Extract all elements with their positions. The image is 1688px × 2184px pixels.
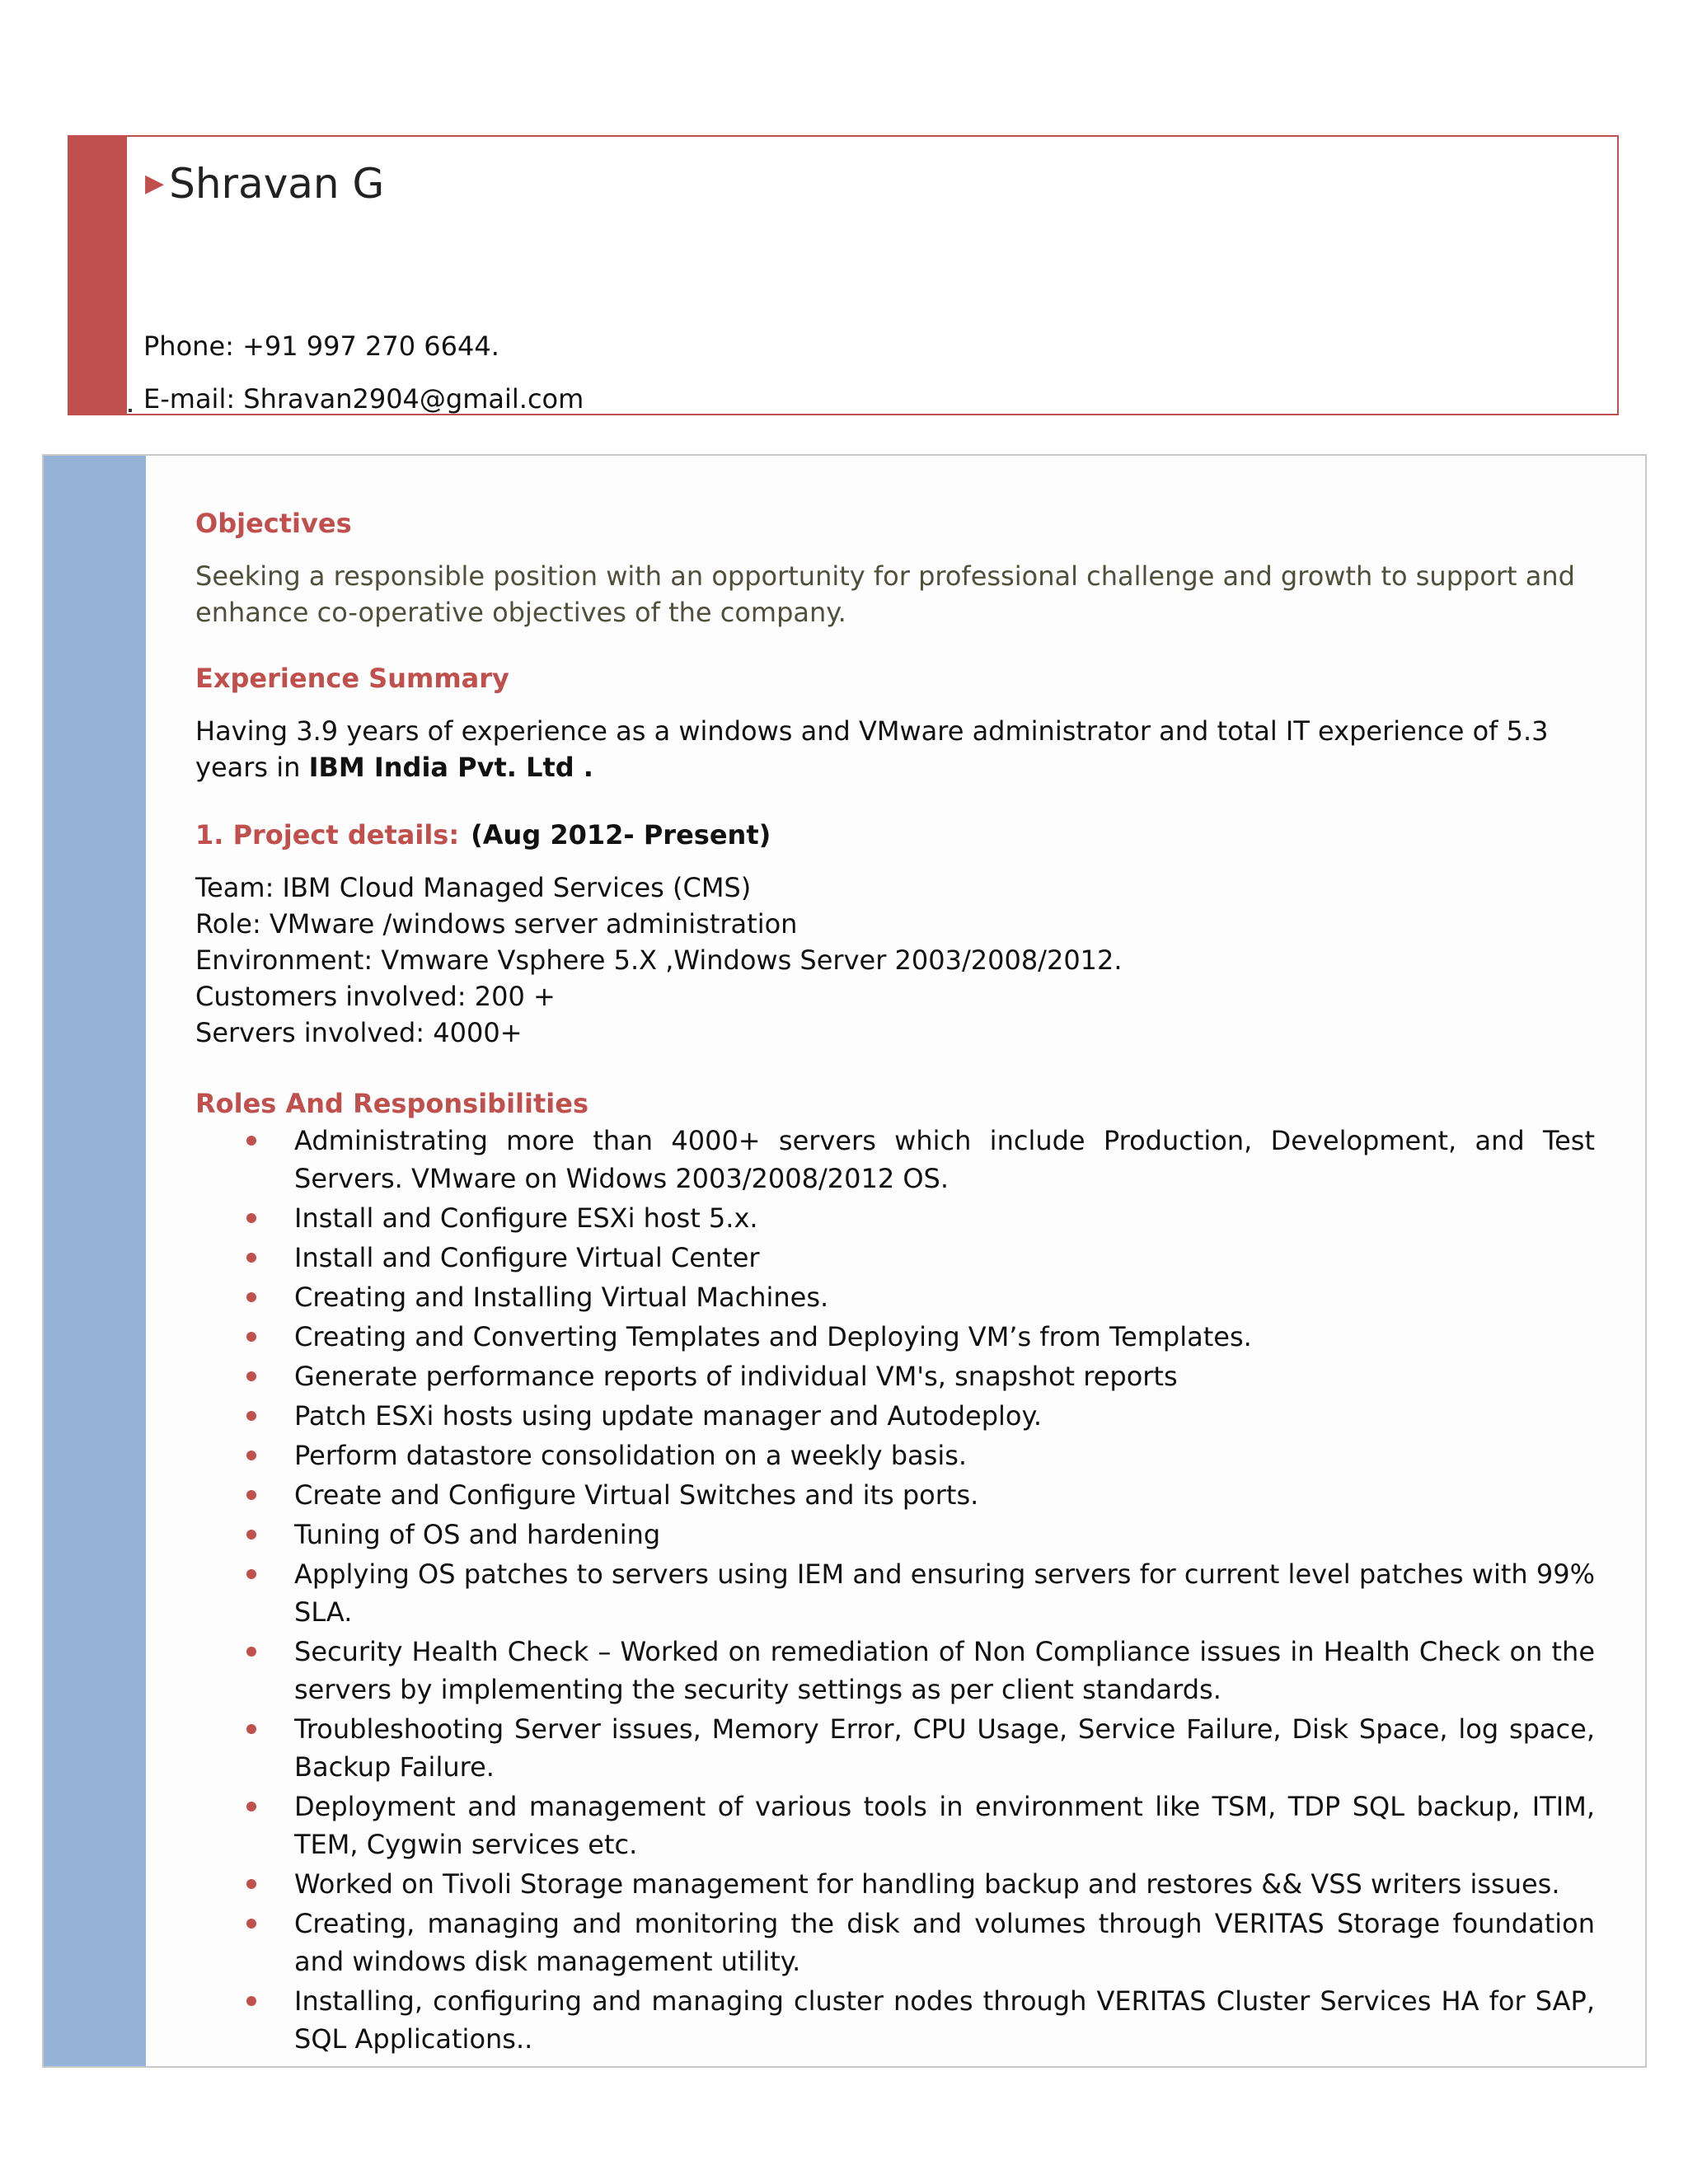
main-content-box <box>42 454 1647 2068</box>
bullet-icon <box>246 1530 256 1540</box>
resume-content <box>195 505 1595 2060</box>
bullet-icon <box>246 1490 256 1500</box>
project-dates: (Aug 2012- Present) <box>471 819 771 851</box>
objectives-text: Seeking a responsible position with an opportunity for professional challenge and growth to support and enhance co-operative objectives of the company. <box>195 560 1575 628</box>
bullet-icon <box>246 1292 256 1302</box>
experience-summary-text <box>195 713 1595 785</box>
project-servers: Servers involved: 4000+ <box>195 1017 523 1048</box>
list-item: Applying OS patches to servers using IEM and ensuring servers for current level patches with 99% SLA. <box>195 1555 1595 1631</box>
list-item: Worked on Tivoli Storage management for handling backup and restores && VSS writers issues. <box>195 1865 1595 1903</box>
bullet-icon <box>246 1213 256 1223</box>
bullet-icon <box>246 1371 256 1381</box>
bullet-icon <box>246 1724 256 1734</box>
roles-title: Roles And Responsibilities <box>195 1088 588 1119</box>
header-box <box>68 135 1619 415</box>
project-role: Role: VMware /windows server administration <box>195 908 798 940</box>
project-customers: Customers involved: 200 + <box>195 981 556 1012</box>
candidate-name-text: Shravan G <box>169 160 385 208</box>
list-item: Tuning of OS and hardening <box>195 1516 1595 1554</box>
list-item: Administrating more than 4000+ servers which include Production, Development, and Test Servers. VMware on Widows 2003/2008/2012 OS. <box>195 1122 1595 1197</box>
bullet-icon <box>246 1879 256 1889</box>
list-item: Create and Configure Virtual Switches and its ports. <box>195 1476 1595 1514</box>
list-item: Security Health Check – Worked on remediation of Non Compliance issues in Health Check on the servers by implementing the security settings as per client standards. <box>195 1633 1595 1708</box>
bullet-icon <box>246 1451 256 1460</box>
bullet-icon <box>246 1411 256 1421</box>
experience-summary-prefix: Having 3.9 years of experience as a windows and VMware administrator and total IT experience of 5.3 years in <box>195 715 1549 783</box>
responsibilities-list <box>195 1122 1595 2058</box>
list-item: Generate performance reports of individual VM's, snapshot reports <box>195 1357 1595 1395</box>
triangle-right-icon: ▶ <box>145 169 165 198</box>
list-item: Perform datastore consolidation on a weekly basis. <box>195 1436 1595 1474</box>
list-item: Installing, configuring and managing cluster nodes through VERITAS Cluster Services HA for SAP, SQL Applications.. <box>195 1982 1595 2058</box>
candidate-name <box>145 155 384 213</box>
project-heading-label: 1. Project details: <box>195 819 460 851</box>
bullet-icon <box>246 1802 256 1811</box>
project-details <box>195 869 1595 1051</box>
bullet-icon <box>246 1253 256 1263</box>
phone-line: Phone: +91 997 270 6644. <box>143 330 499 362</box>
company-name: IBM India Pvt. Ltd . <box>308 752 593 783</box>
bullet-icon <box>246 1919 256 1929</box>
list-item: Install and Configure Virtual Center <box>195 1239 1595 1277</box>
project-heading <box>195 817 1595 853</box>
experience-summary-title: Experience Summary <box>195 663 509 694</box>
bullet-icon <box>246 1136 256 1146</box>
project-environment: Environment: Vmware Vsphere 5.X ,Windows Server 2003/2008/2012. <box>195 944 1123 976</box>
dot-mark <box>129 409 132 412</box>
objectives-title: Objectives <box>195 508 352 539</box>
list-item: Deployment and management of various tools in environment like TSM, TDP SQL backup, ITIM, TEM, Cygwin services etc. <box>195 1788 1595 1863</box>
bullet-icon <box>246 1569 256 1579</box>
email-line: E-mail: Shravan2904@gmail.com <box>143 383 584 415</box>
list-item: Creating, managing and monitoring the disk and volumes through VERITAS Storage foundation and windows disk management utility. <box>195 1905 1595 1980</box>
list-item: Troubleshooting Server issues, Memory Error, CPU Usage, Service Failure, Disk Space, log space, Backup Failure. <box>195 1710 1595 1786</box>
header-accent-bar <box>69 137 127 414</box>
list-item: Patch ESXi hosts using update manager and Autodeploy. <box>195 1397 1595 1435</box>
project-team: Team: IBM Cloud Managed Services (CMS) <box>195 872 752 903</box>
main-accent-bar <box>44 456 146 2066</box>
list-item: Install and Configure ESXi host 5.x. <box>195 1199 1595 1237</box>
list-item: Creating and Installing Virtual Machines. <box>195 1278 1595 1316</box>
bullet-icon <box>246 1647 256 1657</box>
list-item: Creating and Converting Templates and Deploying VM’s from Templates. <box>195 1318 1595 1356</box>
bullet-icon <box>246 1332 256 1342</box>
bullet-icon <box>246 1996 256 2006</box>
